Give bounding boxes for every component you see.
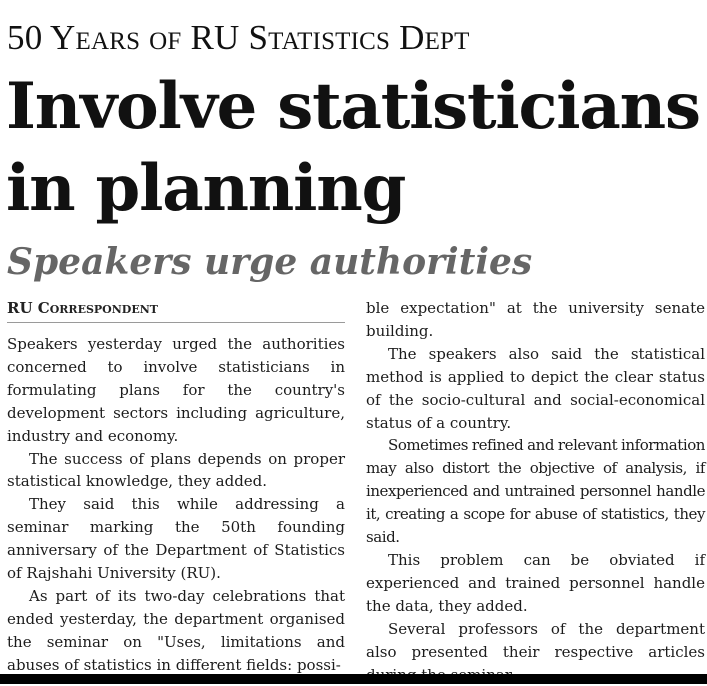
- article-column-right: [366, 297, 705, 686]
- paragraph-4: As part of its two-day celebrations that ended yesterday, the department organised the seminar on "Uses, limitations and abuses of statistics in different fields: possi-: [7, 586, 345, 674]
- paragraph-6: The speakers also said the statistical method is applied to depict the clear status of the socio-cultural and social-economical status of a country.: [366, 344, 705, 432]
- paragraph-3: They said this while addressing a seminar marking the 50th founding anniversary of the Department of Statistics of Rajshahi University (RU).: [7, 495, 345, 583]
- paragraph-9: Several professors of the department also presented their respective articles: [366, 619, 705, 661]
- paragraph-5: ble expectation" at the university senate building.: [366, 299, 705, 340]
- headline: Involve statisticians in planning: [6, 69, 700, 226]
- byline: RU Correspondent: [7, 299, 158, 317]
- bottom-edge-bar: [0, 674, 707, 684]
- paragraph-7: Sometimes refined and relevant information may also distort the objective of analysis, if inexperienced and untrained personnel handle it, creating a scope for abuse of statistics, they said.: [366, 436, 705, 547]
- kicker-title: 50 Years of RU Statistics Dept: [7, 18, 470, 57]
- subheadline: Speakers urge authorities: [7, 241, 533, 283]
- paragraph-1: Speakers yesterday urged the authorities concerned to involve statisticians in formulating plans for the country's development sectors including agriculture, industry and economy.: [7, 335, 345, 445]
- paragraph-8: This problem can be obviated if experienced and trained personnel handle the data, they added.: [366, 550, 705, 615]
- article-column-left: [7, 333, 345, 677]
- byline-divider: [7, 322, 345, 323]
- paragraph-2: The success of plans depends on proper statistical knowledge, they added.: [7, 449, 345, 491]
